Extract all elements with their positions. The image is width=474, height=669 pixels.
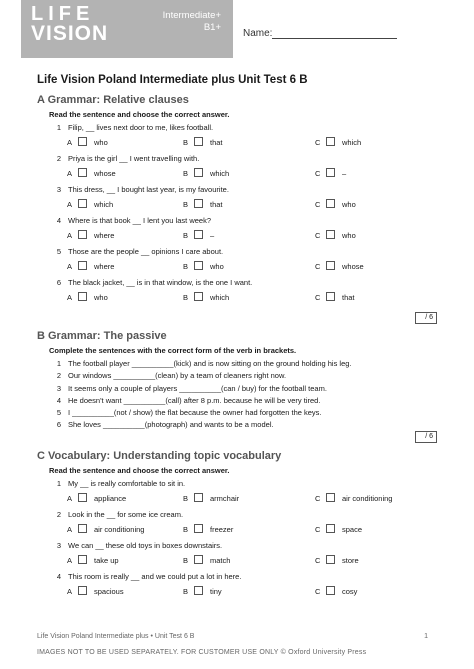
passive-sentence: He doesn't want __________(call) after 8 p.m. because he will be very tired.	[68, 395, 321, 405]
option-text: that	[210, 138, 223, 147]
question-number: 4	[56, 572, 61, 581]
option-letter: C	[315, 200, 321, 209]
option-letter: B	[183, 200, 189, 209]
name-input-line[interactable]	[272, 38, 397, 39]
copyright-notice: IMAGES NOT TO BE USED SEPARATELY. FOR CUSTOMER USE ONLY © Oxford University Press	[37, 649, 367, 656]
section-b-heading: B Grammar: The passive	[37, 330, 167, 342]
question-number: 2	[56, 371, 61, 381]
answer-checkbox[interactable]	[326, 555, 335, 564]
answer-checkbox[interactable]	[78, 137, 87, 146]
option-letter: A	[67, 262, 73, 271]
option-letter: A	[67, 138, 73, 147]
answer-checkbox[interactable]	[78, 261, 87, 270]
option-text: –	[210, 231, 215, 240]
option-text: space	[342, 525, 363, 534]
question-sentence: Priya is the girl __ I went travelling with.	[68, 154, 200, 163]
answer-checkbox[interactable]	[326, 524, 335, 533]
option-letter: C	[315, 169, 321, 178]
question-number: 4	[56, 216, 61, 225]
answer-checkbox[interactable]	[78, 586, 87, 595]
question-item	[37, 479, 437, 510]
answer-checkbox[interactable]	[326, 493, 335, 502]
question-sentence: Those are the people __ opinions I care about.	[68, 247, 224, 256]
option-letter: A	[67, 587, 73, 596]
section-b-score: / 6	[415, 431, 437, 443]
question-number: 1	[56, 359, 61, 368]
passive-sentence: It seems only a couple of players __________(can / buy) for the football team.	[68, 383, 327, 393]
option-text: whose	[94, 169, 116, 178]
answer-checkbox[interactable]	[78, 199, 87, 208]
answer-checkbox[interactable]	[326, 137, 335, 146]
question-number: 6	[56, 420, 61, 430]
passive-item	[37, 384, 437, 396]
question-item	[37, 510, 437, 541]
answer-checkbox[interactable]	[326, 292, 335, 301]
option-letter: B	[183, 587, 189, 596]
passive-item	[37, 396, 437, 408]
passive-sentence: Our windows __________(clean) by a team of cleaners right now.	[68, 371, 287, 381]
answer-checkbox[interactable]	[194, 493, 203, 502]
question-sentence: This dress, __ I bought last year, is my favourite.	[68, 185, 229, 194]
option-text: air conditioning	[94, 525, 145, 534]
question-number: 2	[56, 510, 61, 519]
page-number: 1	[424, 633, 428, 640]
question-sentence: My __ is really comfortable to sit in.	[68, 479, 186, 488]
option-text: store	[342, 556, 359, 565]
section-c-instruction: Read the sentence and choose the correct answer.	[49, 466, 230, 475]
option-letter: A	[67, 525, 73, 534]
option-letter: B	[183, 138, 189, 147]
option-letter: A	[67, 293, 73, 302]
question-number: 2	[56, 154, 61, 163]
option-letter: C	[315, 587, 321, 596]
section-a-score: / 6	[415, 312, 437, 324]
option-text: which	[210, 169, 230, 178]
answer-checkbox[interactable]	[326, 261, 335, 270]
question-sentence: Where is that book __ I lent you last week?	[68, 216, 211, 225]
answer-checkbox[interactable]	[78, 230, 87, 239]
option-letter: C	[315, 138, 321, 147]
answer-checkbox[interactable]	[194, 230, 203, 239]
question-number: 3	[56, 541, 61, 550]
section-c	[37, 450, 437, 603]
passive-item	[37, 408, 437, 420]
option-letter: C	[315, 293, 321, 302]
answer-checkbox[interactable]	[78, 493, 87, 502]
section-c-heading: C Vocabulary: Understanding topic vocabulary	[37, 450, 282, 462]
option-letter: B	[183, 231, 189, 240]
option-text: air conditioning	[342, 494, 393, 503]
passive-sentence: She loves __________(photograph) and wants to be a model.	[68, 420, 274, 430]
option-letter: B	[183, 525, 189, 534]
section-b-instruction: Complete the sentences with the correct form of the verb in brackets.	[49, 346, 297, 355]
name-label: Name:	[243, 28, 273, 39]
answer-checkbox[interactable]	[78, 524, 87, 533]
option-text: that	[210, 200, 223, 209]
option-text: armchair	[210, 494, 240, 503]
passive-sentence: I __________(not / show) the flat because the owner had forgotten the keys.	[68, 408, 322, 418]
option-text: who	[94, 138, 108, 147]
answer-checkbox[interactable]	[326, 199, 335, 208]
option-text: which	[342, 138, 362, 147]
question-sentence: The black jacket, __ is in that window, is the one I want.	[68, 278, 253, 287]
option-letter: B	[183, 556, 189, 565]
option-text: spacious	[94, 587, 124, 596]
question-number: 5	[56, 247, 61, 256]
option-text: –	[342, 169, 347, 178]
option-text: who	[94, 293, 108, 302]
option-letter: B	[183, 293, 189, 302]
option-text: that	[342, 293, 355, 302]
page-title: Life Vision Poland Intermediate plus Unit Test 6 B	[37, 74, 308, 86]
option-text: tiny	[210, 587, 222, 596]
option-letter: C	[315, 494, 321, 503]
question-sentence: We can __ these old toys in boxes downstairs.	[68, 541, 223, 550]
question-item	[37, 216, 437, 247]
option-text: take up	[94, 556, 119, 565]
logo-line-2: VISION	[31, 22, 109, 45]
option-text: freezer	[210, 525, 234, 534]
level-label: Intermediate+ B1+	[162, 10, 221, 33]
section-a-heading: A Grammar: Relative clauses	[37, 94, 189, 106]
option-letter: C	[315, 525, 321, 534]
option-text: where	[94, 262, 115, 271]
passive-item	[37, 371, 437, 383]
option-text: cosy	[342, 587, 358, 596]
option-letter: A	[67, 231, 73, 240]
logo-line-1: LIFE	[31, 3, 95, 25]
option-letter: B	[183, 494, 189, 503]
question-number: 4	[56, 395, 61, 405]
question-sentence: Filip, __ lives next door to me, likes football.	[68, 123, 214, 132]
question-number: 1	[56, 479, 61, 488]
answer-checkbox[interactable]	[194, 555, 203, 564]
question-item	[37, 572, 437, 603]
question-item	[37, 541, 437, 572]
question-number: 3	[56, 383, 61, 393]
option-text: who	[342, 200, 356, 209]
option-text: match	[210, 556, 231, 565]
answer-checkbox[interactable]	[194, 261, 203, 270]
footer-text: Life Vision Poland Intermediate plus • Unit Test 6 B	[37, 633, 195, 640]
life-vision-logo	[21, 0, 233, 58]
question-sentence: Look in the __ for some ice cream.	[68, 510, 184, 519]
question-number: 1	[56, 123, 61, 132]
page-header	[0, 0, 474, 60]
option-letter: C	[315, 262, 321, 271]
question-item	[37, 278, 437, 309]
option-letter: A	[67, 494, 73, 503]
option-letter: C	[315, 556, 321, 565]
answer-checkbox[interactable]	[78, 555, 87, 564]
answer-checkbox[interactable]	[194, 137, 203, 146]
section-a	[37, 94, 437, 321]
question-item	[37, 185, 437, 216]
answer-checkbox[interactable]	[194, 586, 203, 595]
question-number: 6	[56, 278, 61, 287]
option-text: where	[94, 231, 115, 240]
option-text: which	[94, 200, 114, 209]
question-item	[37, 154, 437, 185]
section-a-instruction: Read the sentence and choose the correct answer.	[49, 110, 230, 119]
answer-checkbox[interactable]	[78, 168, 87, 177]
option-letter: B	[183, 169, 189, 178]
passive-item	[37, 359, 437, 371]
option-letter: A	[67, 169, 73, 178]
option-text: who	[210, 262, 224, 271]
answer-checkbox[interactable]	[194, 292, 203, 301]
answer-checkbox[interactable]	[326, 168, 335, 177]
section-b	[37, 330, 437, 440]
answer-checkbox[interactable]	[326, 230, 335, 239]
option-letter: B	[183, 262, 189, 271]
passive-sentence: The football player __________(kick) and is now sitting on the ground holding his leg.	[68, 359, 352, 368]
answer-checkbox[interactable]	[194, 524, 203, 533]
option-letter: A	[67, 556, 73, 565]
question-number: 3	[56, 185, 61, 194]
question-sentence: This room is really __ and we could put a lot in here.	[68, 572, 242, 581]
option-text: appliance	[94, 494, 127, 503]
option-letter: A	[67, 200, 73, 209]
question-number: 5	[56, 408, 61, 418]
option-text: which	[210, 293, 230, 302]
option-letter: C	[315, 231, 321, 240]
option-text: who	[342, 231, 356, 240]
answer-checkbox[interactable]	[326, 586, 335, 595]
answer-checkbox[interactable]	[78, 292, 87, 301]
question-item	[37, 123, 437, 154]
answer-checkbox[interactable]	[194, 199, 203, 208]
question-item	[37, 247, 437, 278]
answer-checkbox[interactable]	[194, 168, 203, 177]
option-text: whose	[342, 262, 364, 271]
passive-item	[37, 420, 437, 432]
